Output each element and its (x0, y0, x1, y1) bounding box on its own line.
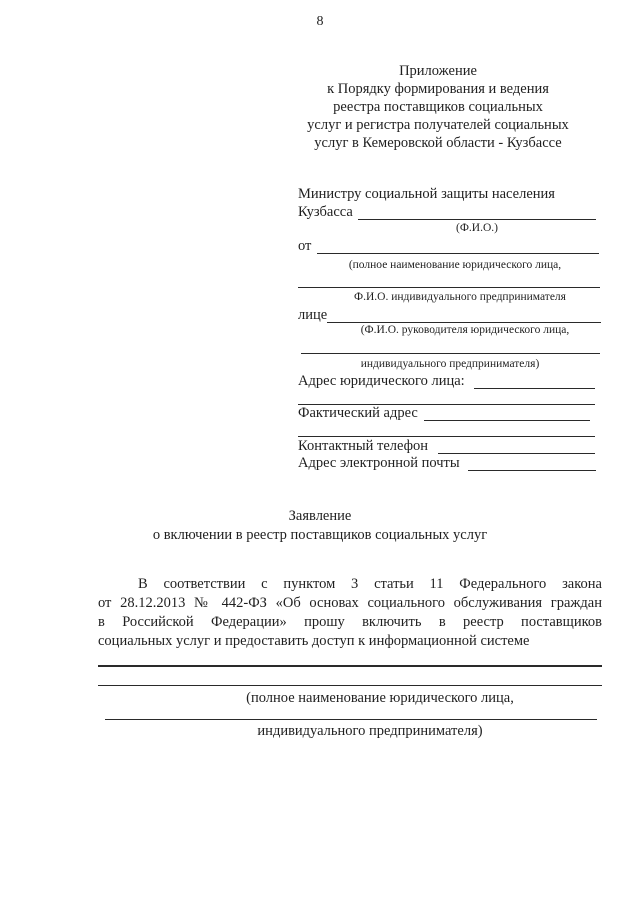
actual-address-field (424, 420, 590, 421)
from-field-line (317, 253, 599, 254)
body-line: социальных услуг и предоставить доступ к информационной системе (98, 633, 530, 649)
provider-name-field (98, 665, 602, 667)
addressee-line-1: Министру социальной защиты населения (298, 186, 555, 202)
appendix-line: Приложение (399, 63, 477, 79)
from-label: от (298, 238, 312, 254)
addressee-line-2: Кузбасса (298, 204, 353, 220)
name-field-line (298, 287, 600, 288)
ip-fio-caption: Ф.И.О. индивидуального предпринимателя (354, 291, 566, 303)
email-label: Адрес электронной почты (298, 455, 460, 471)
provider-name-field-3 (105, 719, 597, 720)
phone-field (438, 453, 595, 454)
actual-address-label: Фактический адрес (298, 405, 418, 421)
person-field-line-2 (301, 353, 600, 354)
provider-name-caption: (полное наименование юридического лица, (246, 690, 514, 706)
fio-field-line (358, 219, 596, 220)
body-line: В соответствии с пунктом 3 статьи 11 Федерального закона (138, 576, 602, 592)
body-line: от 28.12.2013 № 442-ФЗ «Об основах социального обслуживания граждан (98, 595, 602, 611)
appendix-line: услуг в Кемеровской области - Кузбассе (314, 135, 562, 151)
head-fio-caption: (Ф.И.О. руководителя юридического лица, (360, 324, 570, 336)
actual-address-field-2 (298, 436, 595, 437)
appendix-line: услуг и регистра получателей социальных (307, 117, 569, 133)
legal-address-label: Адрес юридического лица: (298, 373, 465, 389)
statement-subtitle: о включении в реестр поставщиков социальных услуг (152, 527, 488, 543)
legal-address-field (474, 388, 595, 389)
appendix-line: к Порядку формирования и ведения (327, 81, 549, 97)
phone-label: Контактный телефон (298, 438, 429, 454)
provider-name-field-2 (98, 685, 602, 686)
statement-title: Заявление (288, 508, 352, 524)
person-label: лице (298, 307, 328, 323)
email-field (468, 470, 596, 471)
full-name-caption: (полное наименование юридического лица, (348, 259, 562, 271)
ip-close-caption: индивидуального предпринимателя) (360, 358, 540, 370)
page-number: 8 (316, 14, 324, 29)
appendix-line: реестра поставщиков социальных (333, 99, 543, 115)
provider-ip-caption: индивидуального предпринимателя) (257, 723, 483, 739)
body-line: в Российской Федерации» прошу включить в реестр поставщиков (98, 614, 602, 630)
person-field-line (327, 322, 601, 323)
fio-caption: (Ф.И.О.) (456, 222, 498, 234)
appendix-header (258, 62, 618, 152)
